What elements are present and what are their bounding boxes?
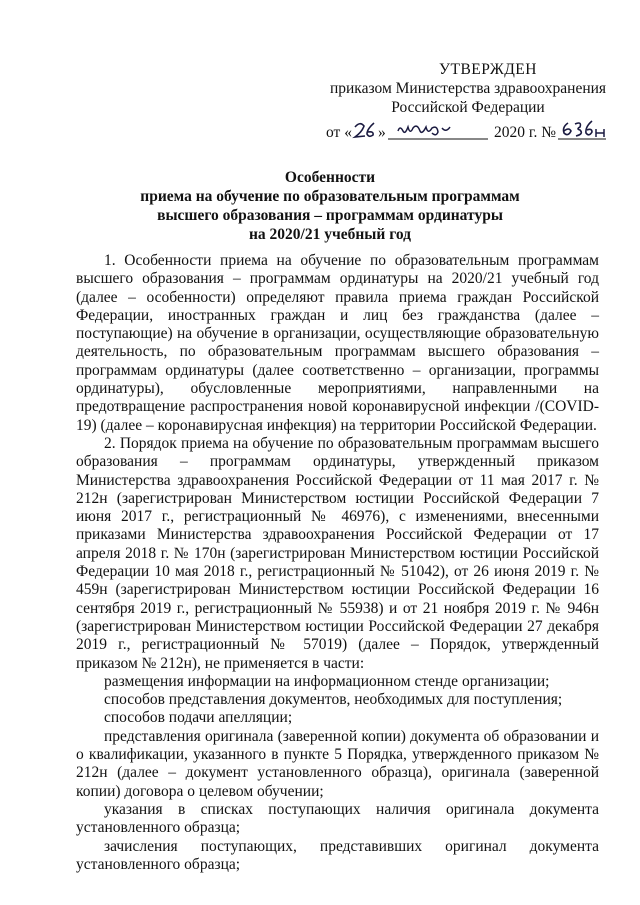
approval-issuer-line1: приказом Министерства здравоохранения bbox=[329, 80, 607, 97]
title-line3: высшего образования – программам ординатуры bbox=[157, 207, 503, 224]
approval-heading: УТВЕРЖДЕН bbox=[439, 61, 537, 78]
title-line2: приема на обучение по образовательным программам bbox=[140, 188, 520, 205]
date-prefix: от « bbox=[326, 124, 352, 141]
date-year-text: 2020 г. № bbox=[494, 124, 557, 141]
paragraph-2: 2. Порядок приема на обучение по образовательным программам высшего образования – программам ординатуры, утвержденный приказом Министерства здравоохранения Российской Федерации от 11 мая 2017 г. № 212н (зарегистрирован Министерством юстиции Российской Федерации 7 июня 2017 г., регистрационный № 46976), с изменениями, внесенными приказами Министерства здравоохранения Российской Федерации от 17 апреля 2018 г. № 170н (зарегистрирован Министерством юстиции Российской Федерации 10 мая 2018 г., регистрационный № 51042), от 26 июня 2019 г. № 459н (зарегистрирован Министерством юстиции Российской Федерации 16 сентября 2019 г., регистрационный № 55938) и от 21 ноября 2019 г. № 946н (зарегистрирован Министерством юстиции Российской Федерации 27 декабря 2019 г., регистрационный № 57019) (далее – Порядок, утвержденный приказом № 212н), не применяется в части: bbox=[76, 434, 599, 672]
document-body bbox=[76, 252, 599, 874]
approval-date-line bbox=[318, 119, 618, 143]
approval-issuer-line2: Российской Федерации bbox=[391, 99, 545, 116]
title-line1: Особенности bbox=[284, 169, 376, 186]
list-item: зачисления поступающих, представивших оригинал документа установленного образца; bbox=[76, 837, 599, 873]
list-item: указания в списках поступающих наличия оригинала документа установленного образца; bbox=[76, 800, 599, 837]
date-day-close: » bbox=[378, 124, 386, 141]
handwritten-day bbox=[352, 119, 378, 141]
handwritten-month bbox=[384, 119, 492, 143]
list-item: размещения информации на информационном стенде организации; bbox=[104, 672, 550, 690]
approval-block bbox=[318, 60, 618, 143]
paragraph-1: 1. Особенности приема на обучение по образовательным программам высшего образования – программам ординатуры на 2020/21 учебный год (далее – особенности) определяют правила приема граждан Российской Федерации, иностранных граждан и лиц без гражданства (далее – поступающие) на обучение в организации, осуществляющие образовательную деятельность, по образовательным программам высшего образования – программам ординатуры (далее соответственно – организации, программы ординатуры), обусловленные мероприятиями, направленными на предотвращение распространения новой коронавирусной инфекции /(COVID-19) (далее – коронавирусная инфекция) на территории Российской Федерации. bbox=[76, 252, 599, 434]
handwritten-order-number bbox=[558, 117, 608, 143]
list-item: представления оригинала (заверенной копии) документа об образовании и о квалификации, указанного в пункте 5 Порядка, утвержденного приказом № 212н (далее – документ установленного образца), оригинала (заверенной копии) договора о целевом обучении; bbox=[76, 727, 599, 800]
title-line4: на 2020/21 учебный год bbox=[249, 226, 411, 243]
list-item: способов подачи апелляции; bbox=[104, 709, 293, 727]
list-item: способов представления документов, необходимых для поступления; bbox=[104, 691, 563, 709]
document-title bbox=[60, 168, 600, 244]
